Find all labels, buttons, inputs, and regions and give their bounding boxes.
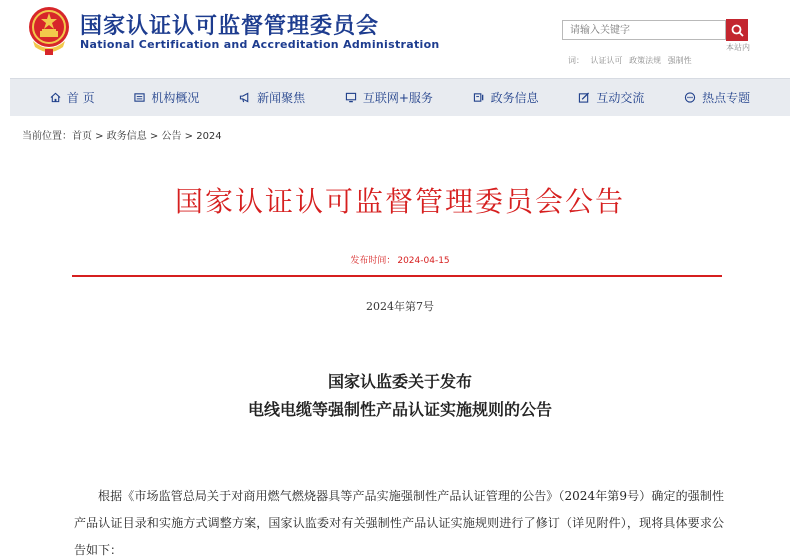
monitor-icon [345, 92, 357, 103]
nav-item-interaction[interactable] [578, 89, 644, 106]
national-emblem-icon[interactable] [27, 5, 71, 57]
article-subtitle-line2: 电线电缆等强制性产品认证实施规则的公告 [247, 400, 552, 419]
article-body: 根据《市场监管总局关于对商用燃气燃烧器具等产品实施强制性产品认证管理的公告》（2024年第9号）确定的强制性产品认证目录和实施方式调整方案，国家认监委对有关强制性产品认证实施规则进行了修订（详见附件），现将具体要求公告如下： [74, 489, 724, 556]
nav-item-label: 首 页 [66, 91, 95, 105]
search-button[interactable] [726, 19, 748, 41]
publish-date [0, 253, 800, 266]
nav-item-news[interactable] [239, 89, 305, 106]
nav-item-home[interactable] [50, 89, 95, 106]
home-icon [50, 92, 61, 103]
search-scope-label[interactable]: 本站内 [726, 43, 750, 52]
hot-word-link[interactable]: 强制性 [667, 56, 692, 65]
title-divider [72, 275, 722, 277]
chat-icon [684, 92, 696, 103]
search-input[interactable] [562, 20, 726, 40]
breadcrumb[interactable]: 当前位置：首页 > 政务信息 > 公告 > 2024 [22, 131, 222, 142]
org-name-en[interactable]: National Certification and Accreditation Administration [80, 38, 440, 51]
edit-icon [578, 92, 590, 103]
nav-item-organization[interactable] [134, 89, 199, 106]
hot-word-link[interactable]: 认证认可 [590, 56, 623, 65]
search-icon [731, 24, 744, 37]
nav-item-hot-topics[interactable] [684, 89, 750, 106]
page-title: 国家认证认可监督管理委员会公告 [174, 185, 625, 218]
hot-word-link[interactable]: 政策法规 [629, 56, 662, 65]
publish-date-label: 发布时间： [350, 256, 396, 266]
site-header [0, 0, 800, 76]
nav-item-label: 热点专题 [702, 91, 751, 105]
nav-item-gov-info[interactable] [473, 89, 539, 106]
organization-icon [134, 92, 145, 103]
nav-item-label: 新闻聚焦 [257, 91, 306, 105]
hot-words-label: 词： [568, 56, 584, 65]
info-icon [473, 92, 485, 103]
nav-item-label: 政务信息 [490, 91, 539, 105]
article-subtitle-line1: 国家认监委关于发布 [327, 372, 472, 391]
hot-words [568, 55, 696, 66]
nav-item-label: 互动交流 [596, 91, 645, 105]
megaphone-icon [239, 92, 251, 103]
document-number: 2024年第7号 [366, 300, 434, 313]
nav-item-internet-service[interactable] [345, 89, 433, 106]
nav-item-label: 互联网+服务 [362, 91, 433, 105]
nav-item-label: 机构概况 [151, 91, 200, 105]
publish-date-value: 2024-04-15 [397, 256, 450, 266]
main-nav [10, 78, 790, 116]
org-name-cn[interactable]: 国家认证认可监督管理委员会 [80, 14, 380, 39]
